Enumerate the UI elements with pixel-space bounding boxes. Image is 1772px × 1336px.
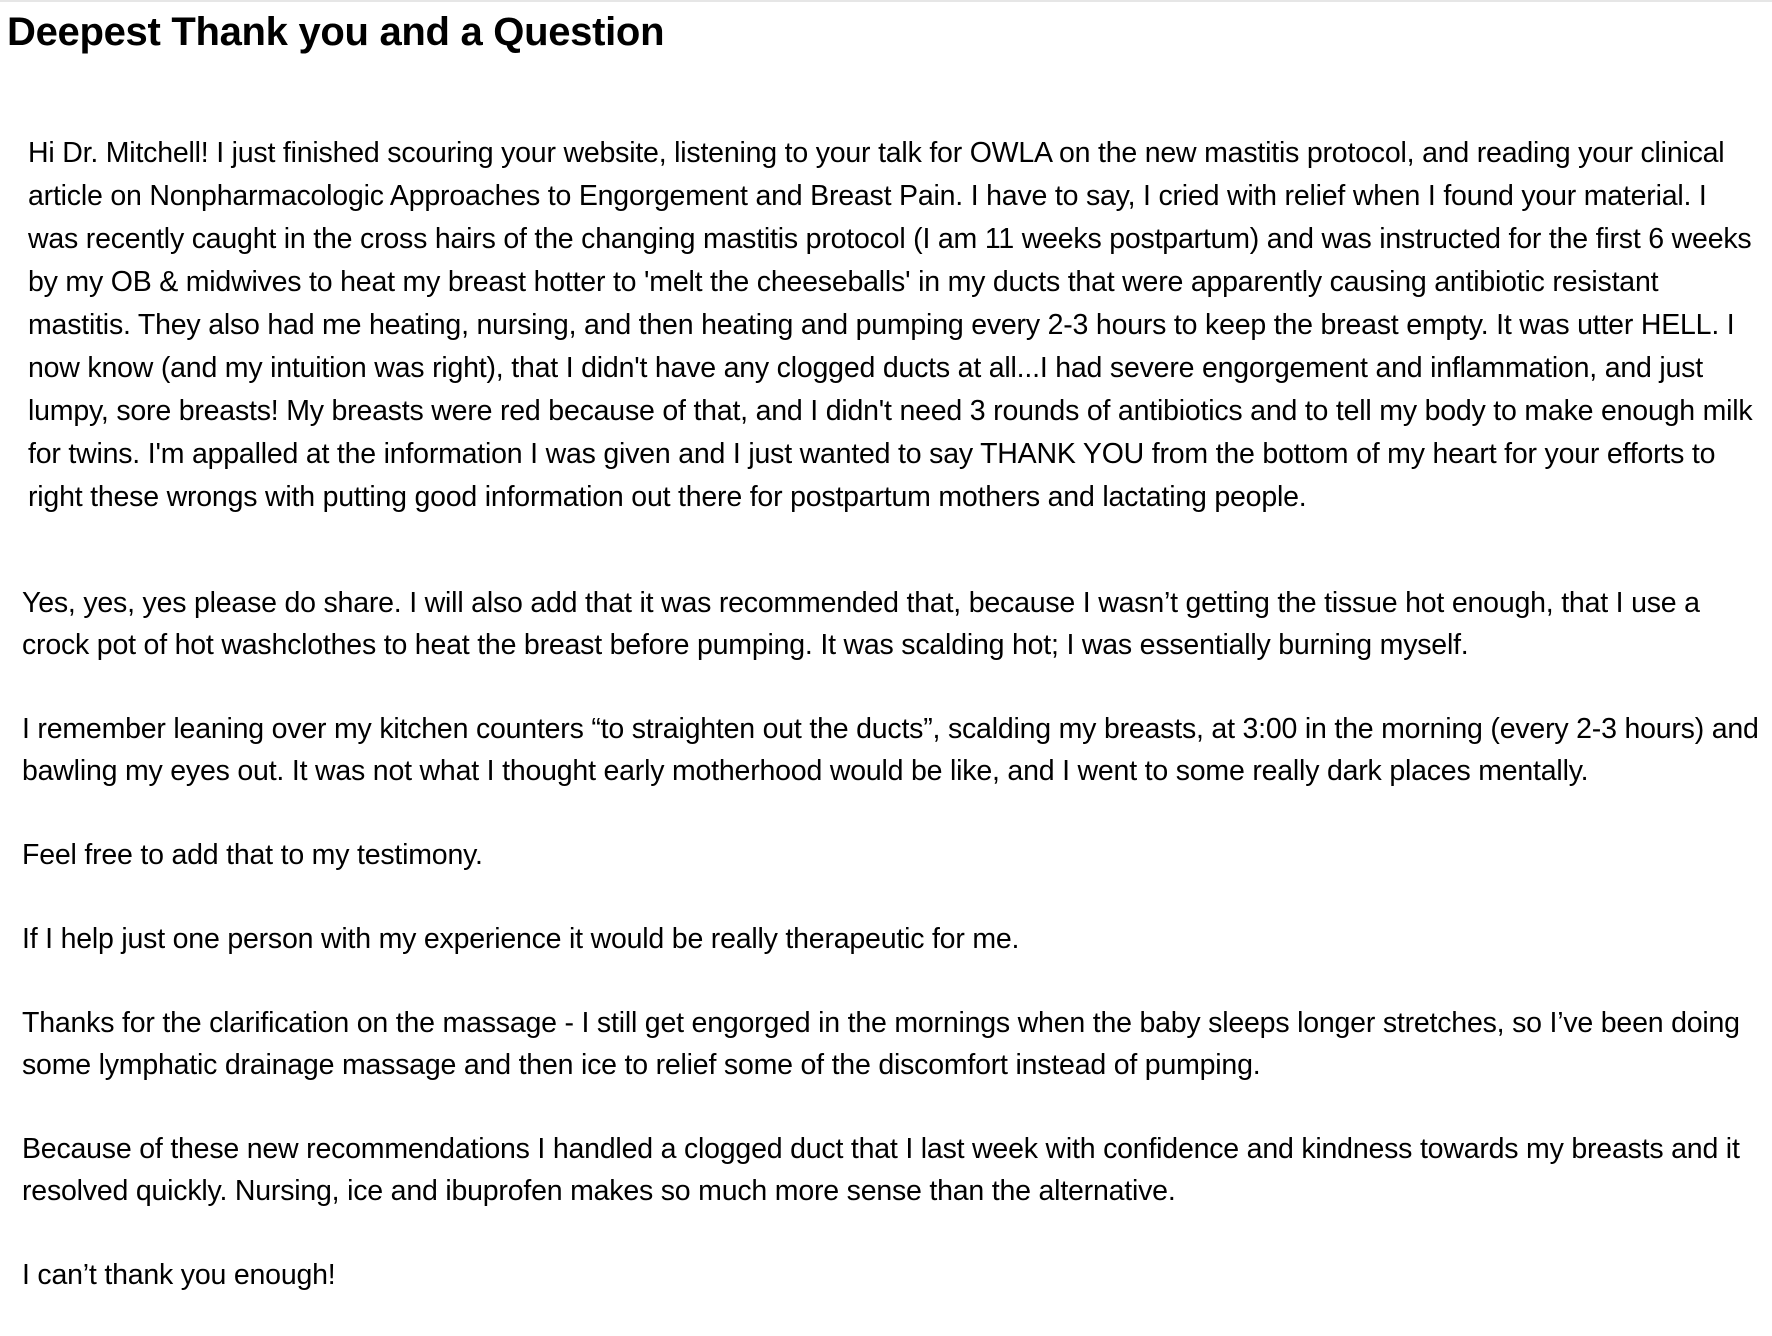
reply-paragraph: Yes, yes, yes please do share. I will also add that it was recommended that, because I wasn’t getting the tissue hot enough, that I use a crock pot of hot washclothes to heat the breast before pumping. It was scalding hot; I was essentially burning myself. [22,587,1700,661]
original-message: Hi Dr. Mitchell! I just finished scouring your website, listening to your talk for OWLA on the new mastitis protocol, and reading your clinical article on Nonpharmacologic Approaches to Engorgement and Breast Pain. I have to say, I cried with relief when I found your material. I was recently caught in the cross hairs of the changing mastitis protocol (I am 11 weeks postpartum) and was instructed for the first 6 weeks by my OB & midwives to heat my breast hotter to 'melt the cheeseballs' in my ducts that were apparently causing antibiotic resistant mastitis. They also had me heating, nursing, and then heating and pumping every 2-3 hours to keep the breast empty. It was utter HELL. I now know (and my intuition was right), that I didn't have any clogged ducts at all...I had severe engorgement and inflammation, and just lumpy, sore breasts! My breasts were red because of that, and I didn't need 3 rounds of antibiotics and to tell my body to make enough milk for twins. I'm appalled at the information I was given and I just wanted to say THANK YOU from the bottom of my heart for your efforts to right these wrongs with putting good information out there for postpartum mothers and lactating people. [28,137,1753,513]
top-divider [0,0,1772,2]
reply-body [22,582,1762,1296]
message-title: Deepest Thank you and a Question [7,10,665,54]
reply-paragraph: Because of these new recommendations I handled a clogged duct that I last week with confidence and kindness towards my breasts and it resolved quickly. Nursing, ice and ibuprofen makes so much more sense than the alternative. [22,1133,1740,1207]
reply-paragraph: If I help just one person with my experience it would be really therapeutic for me. [22,923,1020,955]
reply-closing: I can’t thank you enough! [22,1259,336,1291]
reply-paragraph: Feel free to add that to my testimony. [22,839,483,871]
reply-paragraph: Thanks for the clarification on the massage - I still get engorged in the mornings when the baby sleeps longer stretches, so I’ve been doing some lymphatic drainage massage and then ice to relief some of the discomfort instead of pumping. [22,1007,1740,1081]
reply-paragraph: I remember leaning over my kitchen counters “to straighten out the ducts”, scalding my breasts, at 3:00 in the morning (every 2-3 hours) and bawling my eyes out. It was not what I thought early motherhood would be like, and I went to some really dark places mentally. [22,713,1759,787]
